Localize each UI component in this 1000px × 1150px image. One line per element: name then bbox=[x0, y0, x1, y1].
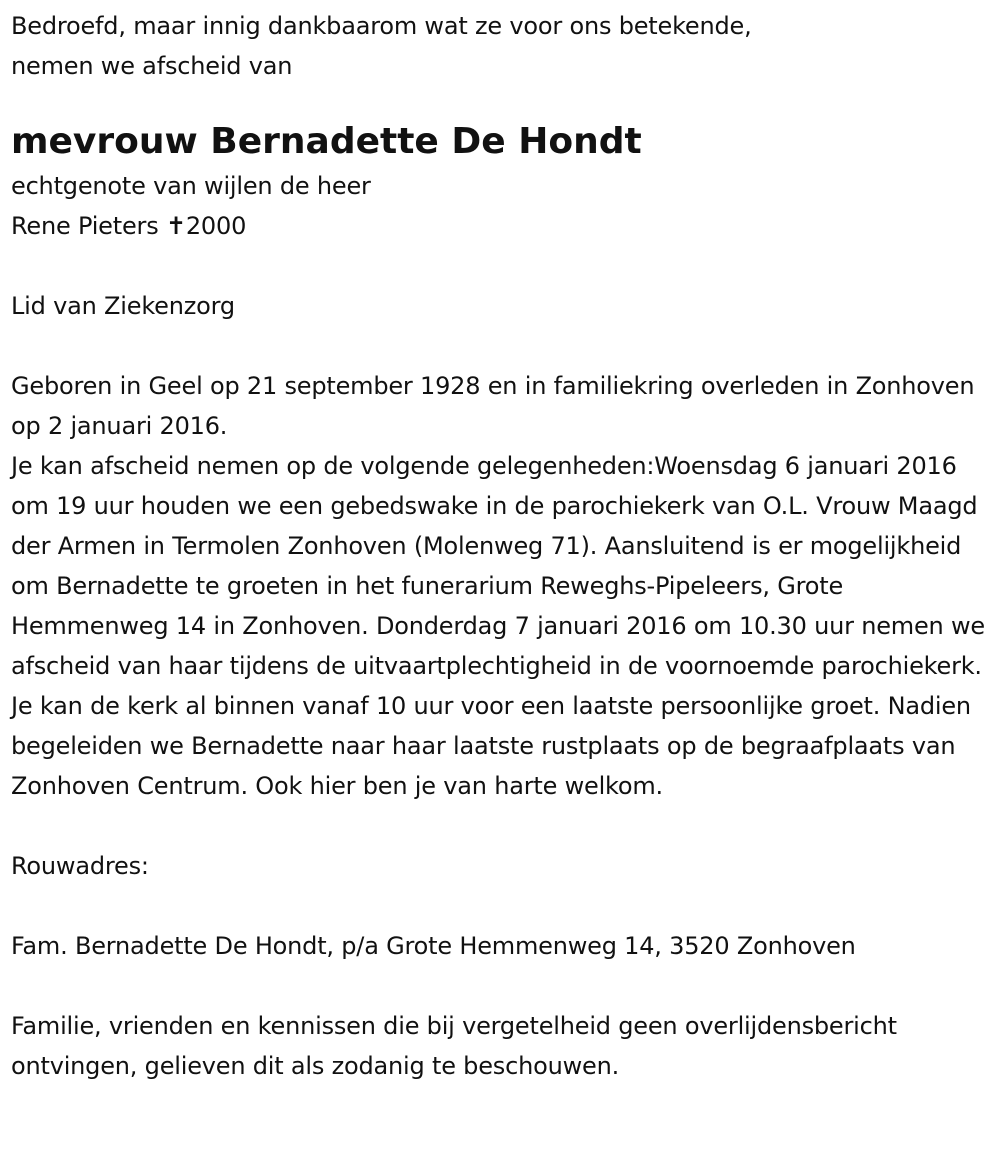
address-value: Fam. Bernadette De Hondt, p/a Grote Hemmenweg 14, 3520 Zonhoven bbox=[11, 932, 856, 960]
spouse-line bbox=[11, 206, 993, 246]
spouse-name: Rene Pieters bbox=[11, 212, 159, 240]
birth-death-paragraph: Geboren in Geel op 21 september 1928 en in familiekring overleden in Zonhoven op 2 januari 2016. bbox=[11, 372, 975, 440]
closing-paragraph: Familie, vrienden en kennissen die bij vergetelheid geen overlijdensbericht ontvingen, gelieven dit als zodanig te beschouwen. bbox=[11, 1012, 897, 1080]
intro-line-2: nemen we afscheid van bbox=[11, 52, 293, 80]
intro-line-1: Bedroefd, maar innig dankbaarom wat ze voor ons betekende, bbox=[11, 12, 752, 40]
cross-icon: ✝ bbox=[165, 212, 186, 240]
address-label: Rouwadres: bbox=[11, 852, 149, 880]
relation-line: echtgenote van wijlen de heer bbox=[11, 172, 371, 200]
membership-line: Lid van Ziekenzorg bbox=[11, 292, 235, 320]
obituary-notice bbox=[11, 6, 993, 1086]
deceased-name: mevrouw Bernadette De Hondt bbox=[11, 121, 642, 162]
spouse-year: 2000 bbox=[185, 212, 247, 240]
ceremony-paragraph: Je kan afscheid nemen op de volgende gelegenheden:Woensdag 6 januari 2016 om 19 uur houden we een gebedswake in de parochiekerk van O.L. Vrouw Maagd der Armen in Termolen Zonhoven (Molenweg 71). Aansluitend is er mogelijkheid om Bernadette te groeten in het funerarium Reweghs-Pipeleers, Grote Hemmenweg 14 in Zonhoven. Donderdag 7 januari 2016 om 10.30 uur nemen we afscheid van haar tijdens de uitvaartplechtigheid in de voornoemde parochiekerk. Je kan de kerk al binnen vanaf 10 uur voor een laatste persoonlijke groet. Nadien begeleiden we Bernadette naar haar laatste rustplaats op de begraafplaats van Zonhoven Centrum. Ook hier ben je van harte welkom. bbox=[11, 452, 985, 800]
